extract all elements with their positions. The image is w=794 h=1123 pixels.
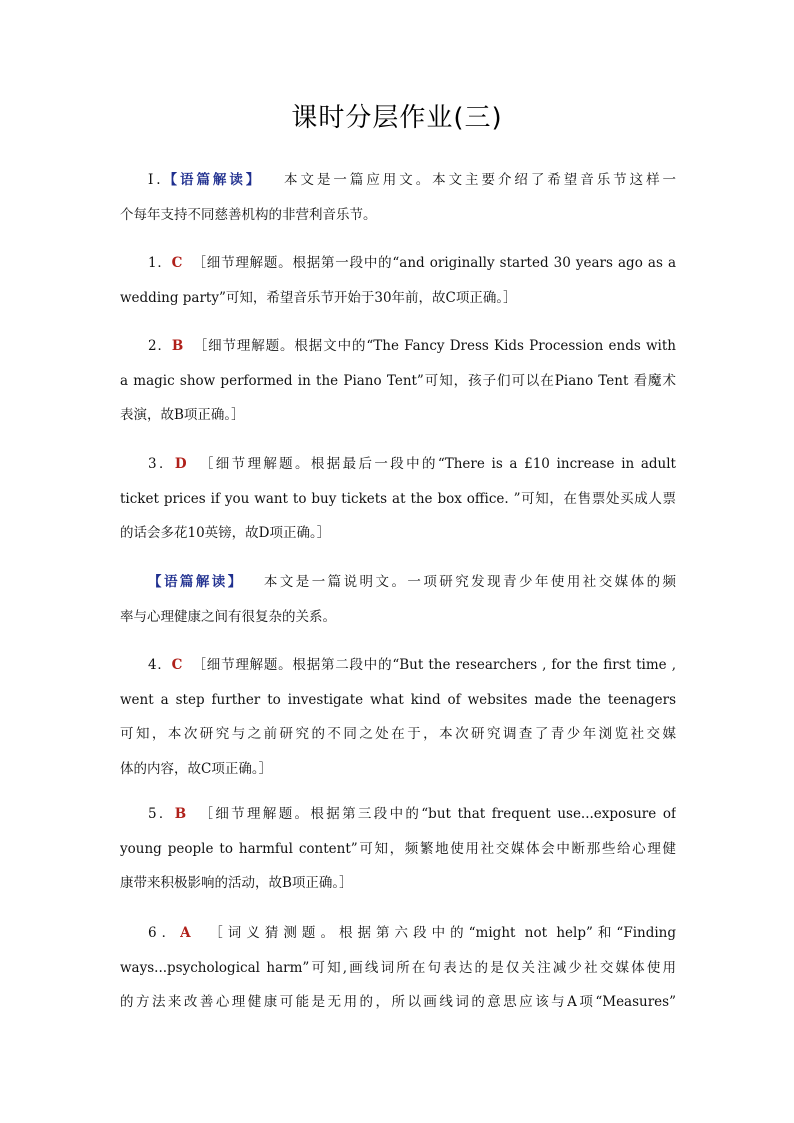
answer-letter: B	[171, 338, 184, 354]
answer-line: wedding party”可知，希望音乐节开始于30年前，故C项正确。］	[120, 289, 517, 306]
question-number: 3．	[148, 456, 175, 472]
answer-line: 康带来积极影响的活动，故B项正确。］	[120, 875, 353, 891]
answer-item-1	[120, 246, 676, 315]
answer-line: 体的内容，故C项正确。］	[120, 760, 273, 777]
answer-line	[120, 648, 676, 683]
question-number: 5．	[148, 806, 175, 822]
answer-text: ［细节理解题。根据最后一段中的“There is a £10 increase in adult	[199, 456, 676, 472]
answer-item-5	[120, 797, 676, 901]
answer-line	[120, 447, 676, 482]
question-number: 2．	[148, 338, 172, 354]
explanation-line: 个每年支持不同慈善机构的非营利音乐节。	[120, 206, 377, 223]
explanation-text: 本文是一篇说明文。一项研究发现青少年使用社交媒体的频	[263, 574, 676, 590]
explanation-line: 率与心理健康之间有很复杂的关系。	[120, 608, 336, 625]
answer-line: a magic show performed in the Piano Tent”可知，孩子们可以在Piano Tent 看魔术	[120, 372, 676, 389]
answer-item-6	[120, 916, 676, 1020]
answer-line: young people to harmful content”可知，频繁地使用社交媒体会中断那些给心理健	[120, 840, 676, 857]
reading-explanation-1	[120, 163, 676, 232]
question-number: 4．	[148, 657, 172, 673]
answer-text: ［词义猜测题。根据第六段中的“might not help”和“Finding	[209, 925, 676, 941]
section-numeral: Ⅰ.	[148, 172, 161, 188]
answer-line: 表演，故B项正确。］	[120, 407, 245, 423]
question-number: 6．	[148, 925, 181, 941]
page-title: 课时分层作业(三)	[291, 103, 503, 133]
answer-letter: C	[171, 255, 183, 271]
answer-letter: A	[180, 925, 191, 941]
explanation-text: 本文是一篇应用文。本文主要介绍了希望音乐节这样一	[284, 172, 676, 188]
answer-line	[120, 329, 676, 364]
answer-letter: D	[174, 456, 187, 472]
answer-line: went a step further to investigate what kind of websites made the teenagers	[120, 691, 676, 708]
answer-letter: C	[171, 657, 183, 673]
question-number: 1．	[148, 255, 172, 271]
answer-line	[120, 797, 676, 832]
section-tag: 【语篇解读】	[160, 172, 263, 188]
answer-text: ［细节理解题。根据第二段中的“But the researchers , for the first time ,	[192, 657, 676, 673]
answer-text: ［细节理解题。根据第一段中的“and originally started 30 years ago as a	[192, 255, 676, 271]
answer-line	[120, 246, 676, 281]
answer-line: ways...psychological harm”可知,画线词所在句表达的是仅关注减少社交媒体使用	[120, 959, 676, 976]
explanation-line	[120, 163, 676, 198]
answer-line: ticket prices if you want to buy tickets at the box office. ”可知，在售票处买成人票	[120, 490, 676, 507]
answer-text: ［细节理解题。根据第三段中的“but that frequent use...exposure of	[199, 806, 676, 822]
answer-line	[120, 916, 676, 951]
answer-item-2	[120, 329, 676, 433]
answer-line: 的方法来改善心理健康可能是无用的，所以画线词的意思应该与A项“Measures”	[120, 994, 676, 1010]
section-tag: 【语篇解读】	[148, 574, 244, 590]
answer-item-3	[120, 447, 676, 551]
answer-line: 的话会多花10英镑，故D项正确。］	[120, 525, 331, 541]
answer-text: ［细节理解题。根据文中的“The Fancy Dress Kids Procession ends with	[193, 338, 676, 354]
answer-letter: B	[174, 806, 187, 822]
explanation-line	[120, 565, 676, 600]
reading-explanation-2	[120, 565, 676, 634]
answer-line: 可知，本次研究与之前研究的不同之处在于，本次研究调查了青少年浏览社交媒	[120, 726, 676, 742]
answer-item-4	[120, 648, 676, 786]
